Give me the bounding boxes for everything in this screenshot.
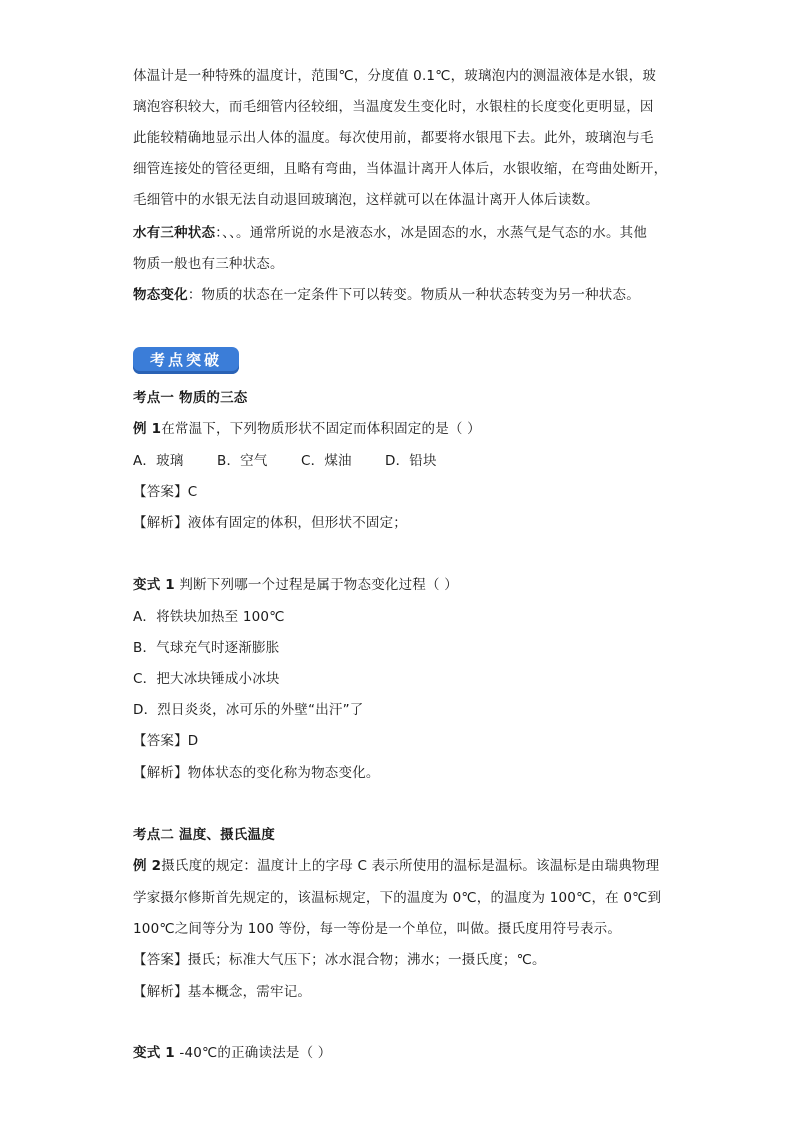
variant-2-text: -40℃的正确读法是（ ） [174, 1045, 332, 1061]
variant-1-option-d: D．烈日炎炎，冰可乐的外壁“出汗”了 [133, 702, 364, 718]
example-2-line-2: 学家摄尔修斯首先规定的，该温标规定，下的温度为 0℃，的温度为 100℃，在 0℃到 [133, 890, 662, 906]
state-change-label: 物态变化 [133, 287, 188, 303]
variant-1-option-a: A．将铁块加热至 100℃ [133, 609, 285, 625]
example-1-analysis: 【解析】液体有固定的体积，但形状不固定； [133, 515, 407, 531]
option-c: C．煤油 [301, 453, 352, 469]
option-a: A．玻璃 [133, 453, 184, 469]
example-1-options [133, 451, 437, 471]
example-1-text: 在常温下，下列物质形状不固定而体积固定的是（ ） [161, 421, 481, 437]
variant-1-answer: 【答案】D [133, 733, 199, 749]
option-b: B．空气 [217, 453, 268, 469]
example-2-analysis: 【解析】基本概念，需牢记。 [133, 984, 312, 1000]
kaodian-2-heading: 考点二 温度、摄氏温度 [133, 827, 275, 843]
three-states-line-2: 物质一般也有三种状态。 [133, 256, 284, 272]
intro-line-2: 璃泡容积较大，而毛细管内径较细，当温度发生变化时，水银柱的长度变化更明显，因 [133, 99, 654, 115]
intro-line-5: 毛细管中的水银无法自动退回玻璃泡，这样就可以在体温计离开人体后读数。 [133, 192, 599, 208]
section-banner: 考点突破 [133, 347, 239, 374]
example-1-answer: 【答案】C [133, 484, 198, 500]
variant-1-option-c: C．把大冰块锤成小冰块 [133, 671, 280, 687]
intro-line-1: 体温计是一种特殊的温度计，范围℃，分度值 0.1℃，玻璃泡内的测温液体是水银，玻 [133, 68, 657, 84]
example-2-line-3: 100℃之间等分为 100 等份，每一等份是一个单位，叫做。摄氏度用符号表示。 [133, 921, 622, 937]
variant-1-option-b: B．气球充气时逐渐膨胀 [133, 640, 280, 656]
example-1-question [133, 419, 481, 439]
three-states-line-1 [133, 223, 647, 243]
intro-line-3: 此能较精确地显示出人体的温度。每次使用前，都要将水银甩下去。此外，玻璃泡与毛 [133, 130, 654, 146]
variant-1-question [133, 575, 458, 595]
example-2-line-1 [133, 856, 659, 876]
variant-1-text: 判断下列哪一个过程是属于物态变化过程（ ） [174, 577, 458, 593]
example-2-answer: 【答案】摄氏；标准大气压下；冰水混合物；沸水；一摄氏度；℃。 [133, 952, 546, 968]
state-change-line [133, 285, 640, 305]
variant-1-label: 变式 1 [133, 577, 175, 593]
kaodian-1-heading: 考点一 物质的三态 [133, 390, 248, 406]
variant-2-question [133, 1043, 332, 1063]
option-d: D．铅块 [385, 453, 437, 469]
variant-1-analysis: 【解析】物体状态的变化称为物态变化。 [133, 765, 380, 781]
intro-line-4: 细管连接处的管径更细，且略有弯曲，当体温计离开人体后，水银收缩，在弯曲处断开， [133, 161, 668, 177]
state-change-text: ：物质的状态在一定条件下可以转变。物质从一种状态转变为另一种状态。 [187, 287, 640, 303]
example-2-text: 摄氏度的规定：温度计上的字母 C 表示所使用的温标是温标。该温标是由瑞典物理 [161, 858, 660, 874]
variant-2-label: 变式 1 [133, 1045, 175, 1061]
example-2-label: 例 2 [133, 858, 162, 874]
example-1-label: 例 1 [133, 421, 162, 437]
three-states-label: 水有三种状态 [133, 225, 216, 241]
three-states-text: ：、、。通常所说的水是液态水，冰是固态的水，水蒸气是气态的水。其他 [215, 225, 648, 241]
